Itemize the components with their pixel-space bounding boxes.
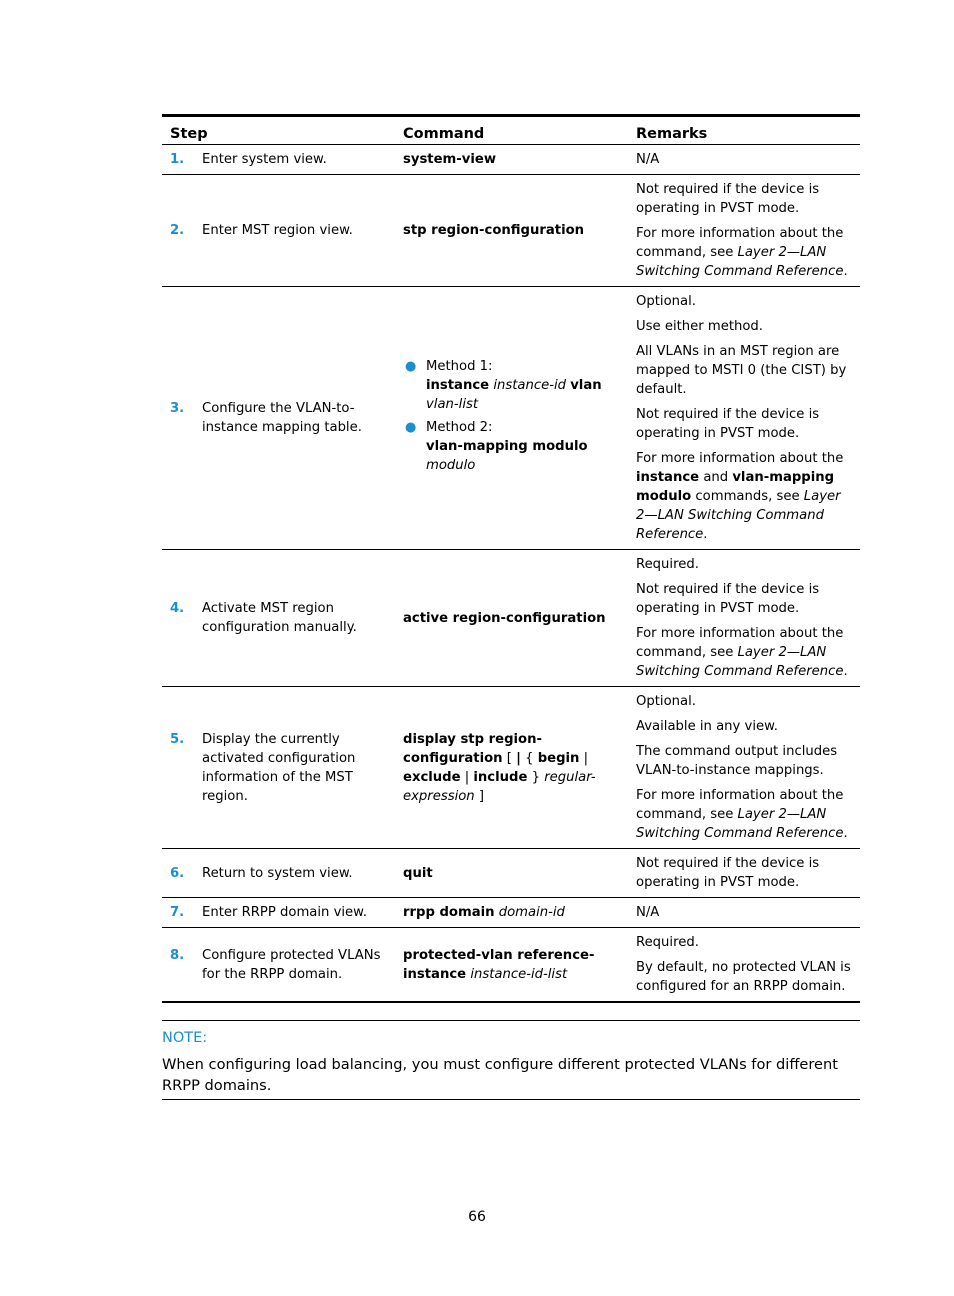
table-row [162,175,860,287]
remark-paragraph [636,854,852,892]
method-item [403,418,620,475]
command-text: system-view [403,152,497,167]
step-cell [162,175,395,287]
steps-table-wrapper [162,114,860,1003]
method-label: Method 2: [426,420,493,435]
remark-text: . [703,527,708,542]
command-text: include [473,769,528,785]
remark-paragraph [636,180,852,218]
command-text: modulo [426,458,476,473]
command-text: ] [474,788,484,804]
page-number: 66 [468,1209,486,1225]
command-cell [395,175,628,287]
command-text: rrpp domain [403,905,495,920]
command-text: vlan-mapping modulo [426,439,588,454]
table-row [162,687,860,849]
remark-text: For more information about the command, see [636,788,844,822]
step-description: Configure protected VLANs for the RRPP domain. [202,947,381,982]
remark-paragraph [636,449,852,544]
step [170,221,387,240]
command-text: regular-expression [403,769,596,804]
step-cell [162,687,395,849]
step-cell [162,898,395,928]
remark-text: By default, no protected VLAN is configured for an RRPP domain. [636,960,851,994]
note-text: When configuring load balancing, you must configure different protected VLANs for different RRPP domains. [162,1056,838,1094]
step-cell [162,145,395,175]
remark-text: vlan-mapping modulo [636,470,835,504]
remark-paragraph [636,903,852,922]
table-row [162,898,860,928]
remark-paragraph [636,717,852,736]
step [170,599,387,637]
remark-paragraph [636,317,852,336]
remark-text: Required. [636,557,699,572]
table-row [162,145,860,175]
command-text: instance [426,378,490,393]
step-number: 6. [170,865,185,881]
remark-paragraph [636,742,852,780]
remarks-cell [628,175,860,287]
method-command [426,437,620,475]
step-description: Configure the VLAN-to-instance mapping table. [202,401,362,435]
table-row [162,849,860,898]
command-text: display stp region-configuration [403,731,542,766]
command-text: [ [502,750,517,766]
bullet-dot-icon: ● [405,359,417,374]
remarks-cell [628,287,860,550]
bullet-dot-icon: ● [405,420,417,435]
step [170,150,387,169]
command-cell [395,687,628,849]
remarks-cell [628,550,860,687]
step-description: Enter MST region view. [202,223,353,238]
remark-text: N/A [636,152,660,167]
remark-text: commands, see [691,489,804,504]
table-row [162,928,860,1003]
command-text: exclude [403,769,461,785]
command-text: | [516,750,521,766]
remark-text: Required. [636,935,699,950]
remark-text: N/A [636,905,660,920]
command [403,946,620,984]
remarks-cell [628,898,860,928]
step-number: 8. [170,947,185,963]
table-row [162,287,860,550]
step [170,903,387,922]
remark-paragraph [636,405,852,443]
remarks-cell [628,849,860,898]
remark-text: Layer 2—LAN Switching Command Reference [636,645,844,679]
remark-text: The command output includes VLAN-to-instance mappings. [636,744,838,778]
step-cell [162,550,395,687]
remarks-cell [628,145,860,175]
method-item [403,357,620,414]
step-description: Display the currently activated configuration information of the MST region. [202,731,356,804]
step-number: 1. [170,152,185,167]
remark-paragraph [636,933,852,952]
remark-paragraph [636,292,852,311]
command [403,730,620,806]
step [170,399,387,437]
command-text: | [460,769,474,785]
step-cell [162,928,395,1003]
step-description: Enter system view. [202,152,327,167]
command [403,221,620,240]
remark-text: Layer 2—LAN Switching Command Reference [636,807,844,841]
method-label: Method 1: [426,359,493,374]
table-header-row [162,116,860,145]
step-cell [162,849,395,898]
method-command [426,376,620,414]
remark-paragraph [636,580,852,618]
remark-paragraph [636,786,852,843]
remark-text: Layer 2—LAN Switching Command Reference [636,489,841,542]
step-description: Return to system view. [202,865,353,881]
command-text: { [520,750,538,766]
remark-text: Optional. [636,294,696,309]
remark-text: For more information about the [636,451,844,466]
remark-text: . [843,664,848,679]
header-remarks: Remarks [628,116,860,145]
step [170,730,387,806]
command [403,609,620,628]
command-cell [395,849,628,898]
remark-text: and [699,470,733,485]
command-text: protected-vlan reference-instance [403,947,595,982]
remark-paragraph [636,555,852,574]
remarks-cell [628,928,860,1003]
command-text: domain-id [498,905,565,920]
step-number: 7. [170,905,185,920]
command-text: } [527,769,545,785]
table-body [162,145,860,1003]
remark-paragraph [636,150,852,169]
method-list [403,357,620,475]
configuration-steps-table [162,114,860,1003]
note-title: NOTE: [162,1030,208,1046]
remark-paragraph [636,624,852,681]
command-cell [395,898,628,928]
step [170,946,387,984]
remark-text: . [843,826,848,841]
remark-text: Optional. [636,694,696,709]
step-description: Enter RRPP domain view. [202,905,367,920]
step-number: 5. [170,731,185,747]
command-cell [395,928,628,1003]
header-step: Step [162,116,395,145]
step-cell [162,287,395,550]
command-text: | [579,750,589,766]
command-cell [395,145,628,175]
remark-text: . [843,264,848,279]
remark-text: Available in any view. [636,719,778,734]
remark-paragraph [636,692,852,711]
command-text: stp region-configuration [403,223,585,238]
step [170,864,387,883]
remark-text: All VLANs in an MST region are mapped to MSTI 0 (the CIST) by default. [636,344,847,397]
remark-text: Layer 2—LAN Switching Command Reference [636,245,844,279]
remark-paragraph [636,958,852,996]
command [403,150,620,169]
remark-paragraph [636,224,852,281]
command-text: vlan-list [426,397,479,412]
command-cell [395,550,628,687]
remark-text: Not required if the device is operating in PVST mode. [636,182,820,216]
step-number: 3. [170,401,185,416]
remark-text: For more information about the command, see [636,626,844,660]
remark-text: instance [636,470,700,485]
note-box [162,1020,860,1100]
remark-text: Not required if the device is operating in PVST mode. [636,407,820,441]
remark-text: Not required if the device is operating in PVST mode. [636,856,820,890]
command-text: instance-id [493,378,566,393]
step-number: 2. [170,223,185,238]
remark-text: Not required if the device is operating in PVST mode. [636,582,820,616]
command [403,864,620,883]
table-row [162,550,860,687]
remark-text: For more information about the command, see [636,226,844,260]
command-text: quit [403,865,433,881]
remarks-cell [628,687,860,849]
step-number: 4. [170,601,185,616]
header-command: Command [395,116,628,145]
command [403,903,620,922]
command-cell [395,287,628,550]
command-text: active region-configuration [403,610,606,626]
command-text: instance-id-list [470,966,568,982]
command-text: vlan [570,378,602,393]
command-text: begin [537,750,580,766]
remark-text: Use either method. [636,319,763,334]
remark-paragraph [636,342,852,399]
step-description: Activate MST region configuration manually. [202,601,357,635]
